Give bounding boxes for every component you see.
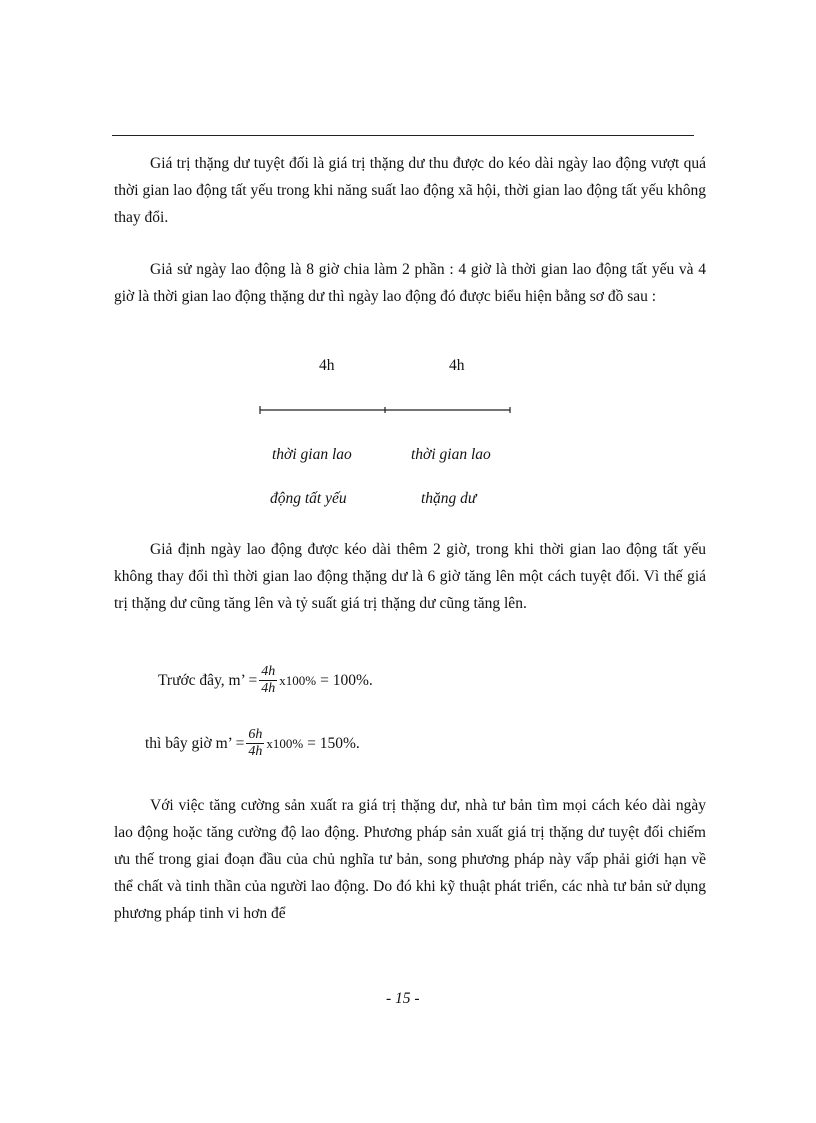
formula-after-result: = 150%. (307, 734, 360, 752)
timeline-line (258, 400, 514, 420)
paragraph-extended-day: Giả định ngày lao động được kéo dài thêm 2 giờ, trong khi thời gian lao động tất yếu không thay đổi thì thời gian lao động thặng dư là 6 giờ tăng lên một cách tuyệt đối. Vì thế giá trị thặng dư cũng tăng lên và tỷ suất giá trị thặng dư cũng tăng lên. (114, 541, 706, 612)
formula-before (158, 664, 373, 697)
paragraph-absolute-surplus-definition: Giá trị thặng dư tuyệt đối là giá trị thặng dư thu được do kéo dài ngày lao động vượt quá thời gian lao động tất yếu trong khi năng suất lao động xã hội, thời gian lao động tất yếu không thay đổi. (114, 155, 706, 226)
formula-before-multiplier: x100% (279, 672, 317, 688)
formula-after-fraction (246, 727, 264, 760)
surplus-time-label-line1: thời gian lao (411, 446, 491, 463)
necessary-time-label-line1: thời gian lao (272, 446, 352, 463)
formula-after-prefix: thì bây giờ m’ = (145, 734, 245, 752)
formula-after-denominator: 4h (248, 744, 263, 759)
page-number: - 15 - (386, 990, 420, 1007)
formula-before-result: = 100%. (320, 671, 373, 689)
paragraph-methods: Với việc tăng cường sản xuất ra giá trị thặng dư, nhà tư bản tìm mọi cách kéo dài ngày lao động hoặc tăng cường độ lao động. Phương pháp sản xuất giá trị thặng dư tuyệt đối chiếm ưu thế trong giai đoạn đầu của chủ nghĩa tư bản, song phương pháp này vấp phải giới hạn về thể chất và tinh thần của người lao động. Do đó khi kỹ thuật phát triển, các nhà tư bản sử dụng phương pháp tinh vi hơn để (114, 797, 706, 922)
formula-before-fraction (259, 664, 277, 697)
paragraph-working-day-example: Giả sử ngày lao động là 8 giờ chia làm 2 phần : 4 giờ là thời gian lao động tất yếu và 4 giờ là thời gian lao động thặng dư thì ngày lao động đó được biểu hiện bằng sơ đồ sau : (114, 261, 706, 305)
surplus-hours-label: 4h (449, 357, 465, 374)
necessary-hours-label: 4h (319, 357, 335, 374)
header-rule (112, 135, 694, 136)
formula-before-denominator: 4h (261, 681, 276, 696)
formula-before-numerator: 4h (261, 664, 276, 679)
formula-after (145, 727, 360, 760)
necessary-time-label-line2: động tất yếu (270, 490, 347, 507)
formula-before-prefix: Trước đây, m’ = (158, 671, 258, 689)
formula-after-numerator: 6h (248, 727, 263, 742)
formula-after-multiplier: x100% (266, 735, 304, 751)
surplus-time-label-line2: thặng dư (421, 490, 477, 507)
